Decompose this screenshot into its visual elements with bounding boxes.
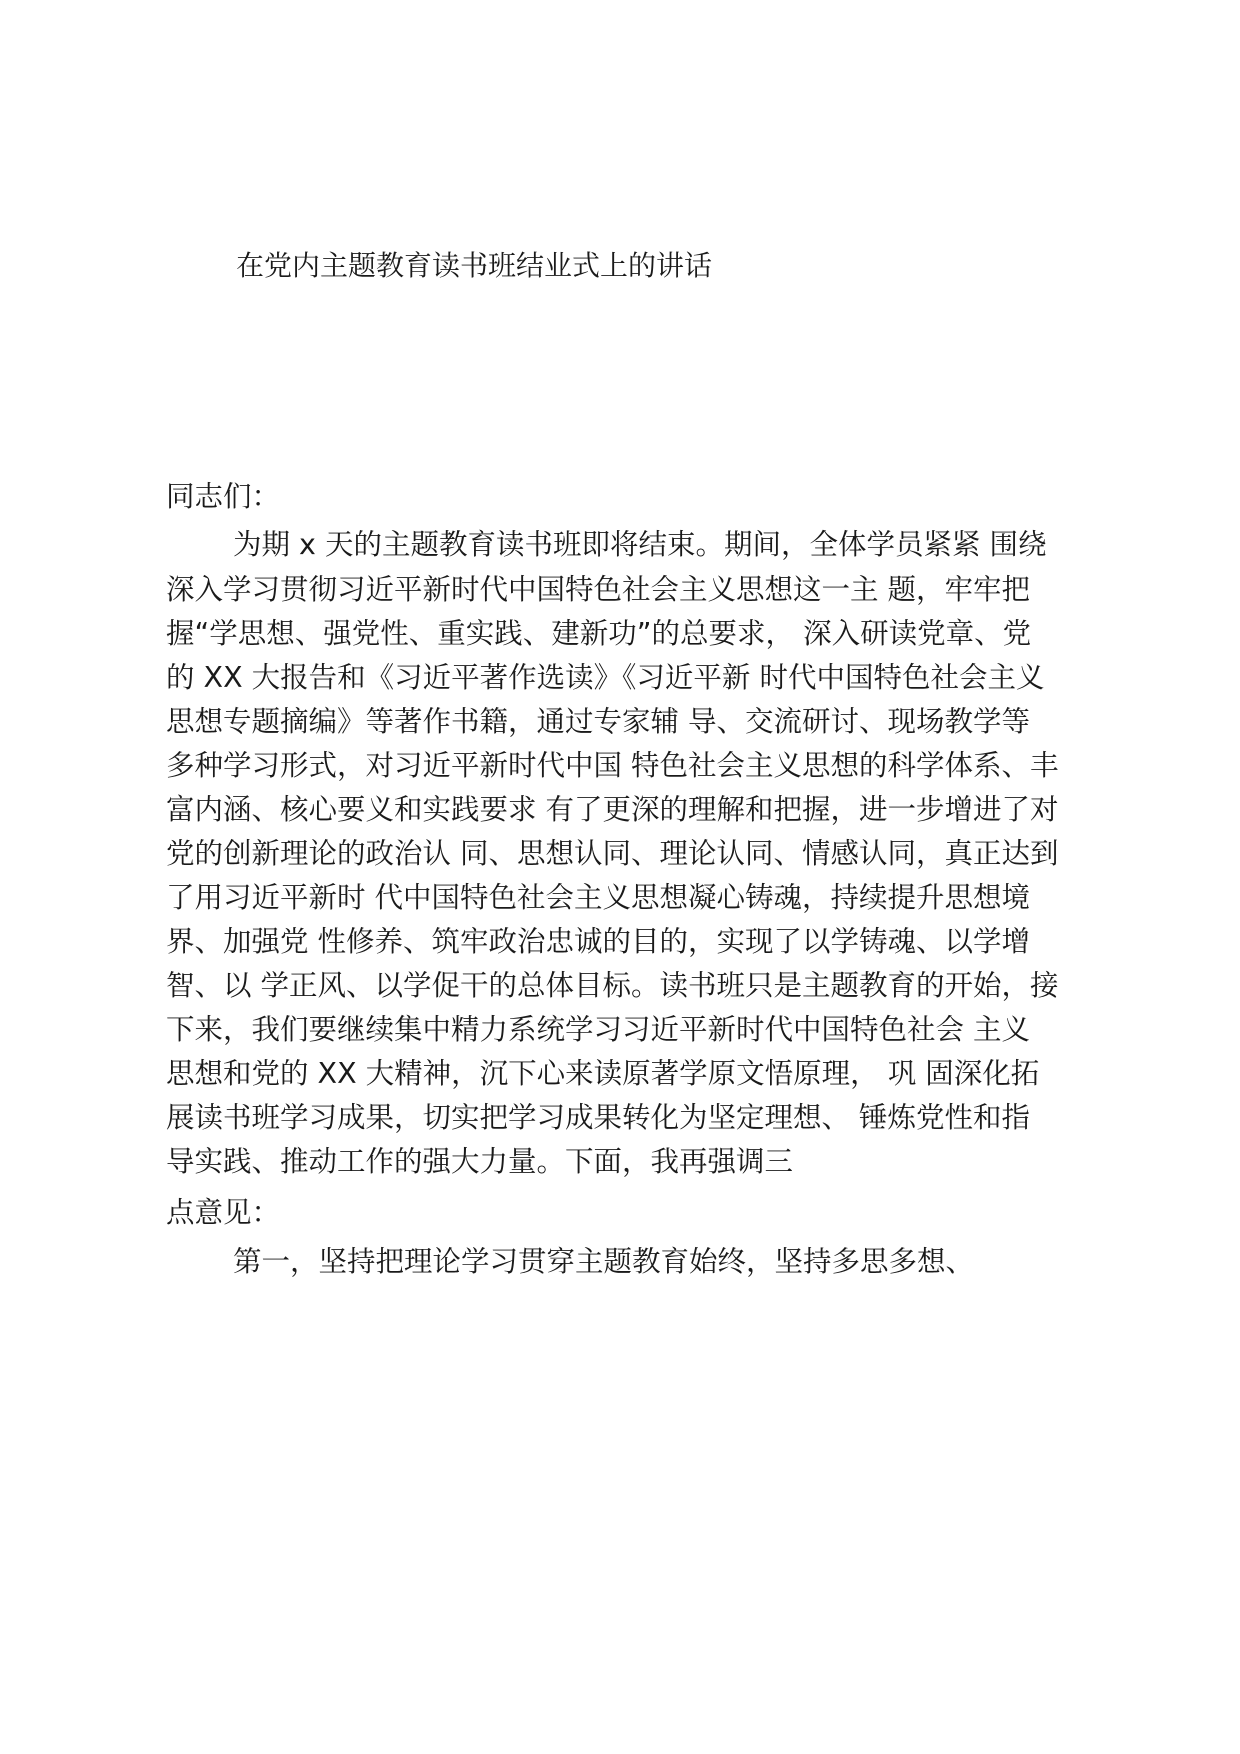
paragraph-line: 多种学习形式，对习近平新时代中国 特色社会主义思想的科学体系、丰 (166, 749, 1059, 782)
paragraph-line: 富内涵、核心要义和实践要求 有了更深的理解和把握，进一步增进了对 (166, 793, 1059, 826)
paragraph-line: 第一，坚持把理论学习贯穿主题教育始终，坚持多思多想、 (233, 1245, 975, 1278)
paragraph-line: 的 XX 大报告和《习近平著作选读》《习近平新 时代中国特色社会主义 (166, 661, 1045, 694)
paragraph-line: 智、以 学正风、以学促干的总体目标。读书班只是主题教育的开始，接 (166, 969, 1059, 1002)
paragraph-line: 下来，我们要继续集中精力系统学习习近平新时代中国特色社会 主义 (166, 1013, 1031, 1046)
paragraph-line: 党的创新理论的政治认 同、思想认同、理论认同、情感认同，真正达到 (166, 837, 1059, 870)
paragraph-line: 思想和党的 XX 大精神，沉下心来读原著学原文悟原理， 巩 固深化拓 (166, 1057, 1040, 1090)
paragraph-line: 深入学习贯彻习近平新时代中国特色社会主义思想这一主 题，牢牢把 (166, 573, 1031, 606)
paragraph-line: 点意见： (166, 1196, 281, 1229)
paragraph-line: 展读书班学习成果，切实把学习成果转化为坚定理想、 锤炼党性和指 (166, 1101, 1031, 1134)
paragraph-line: 导实践、推动工作的强大力量。下面，我再强调三 (166, 1145, 794, 1178)
paragraph-line: 为期 x 天的主题教育读书班即将结束。期间，全体学员紧紧 围绕 (233, 528, 1047, 561)
document-title: 在党内主题教育读书班结业式上的讲话 (236, 249, 713, 282)
salutation: 同志们： (166, 480, 281, 513)
paragraph-line: 握“学思想、强党性、重实践、建新功”的总要求， 深入研读党章、党 (166, 617, 1032, 650)
paragraph-line: 界、加强党 性修养、筑牢政治忠诚的目的，实现了以学铸魂、以学增 (166, 925, 1031, 958)
paragraph-line: 了用习近平新时 代中国特色社会主义思想凝心铸魂，持续提升思想境 (166, 881, 1031, 914)
paragraph-line: 思想专题摘编》等著作书籍，通过专家辅 导、交流研讨、现场教学等 (166, 705, 1031, 738)
